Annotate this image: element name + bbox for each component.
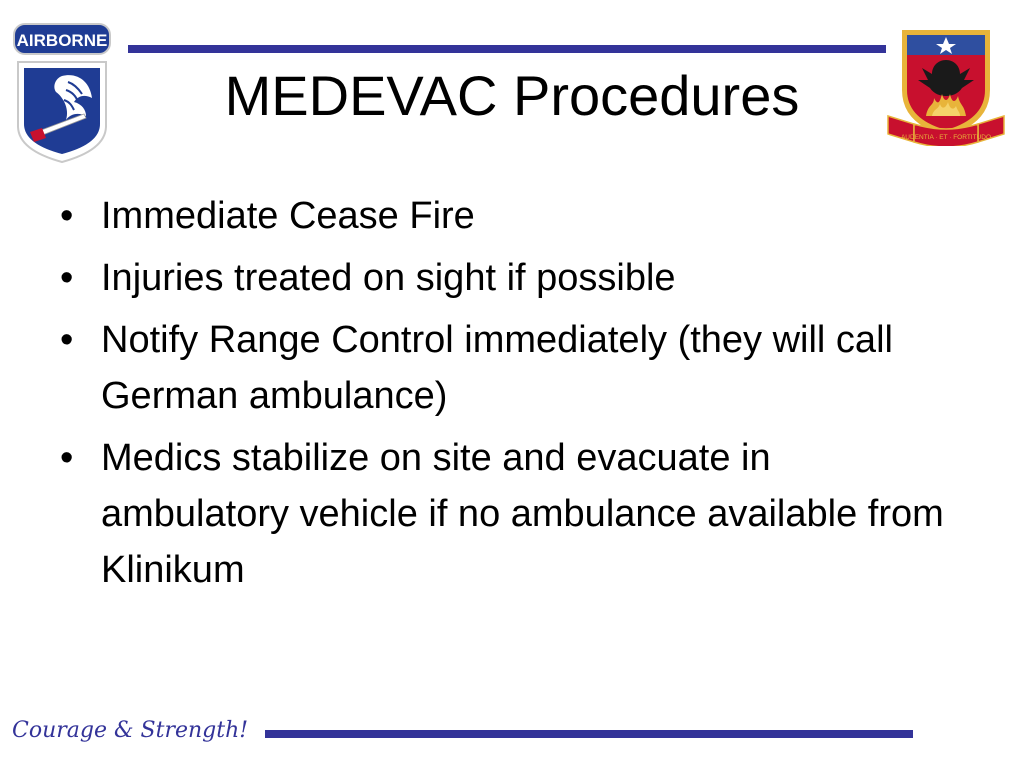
bullet-list: [60, 188, 960, 604]
bullet-item: [60, 430, 960, 598]
bullet-text: Medics stabilize on site and evacuate in ambulatory vehicle if no ambulance available from Klinikum: [101, 437, 944, 591]
bullet-item: [60, 250, 960, 306]
bullet-dot: •: [60, 437, 74, 479]
bullet-text: Injuries treated on sight if possible: [101, 257, 676, 299]
bullet-dot: •: [60, 257, 74, 299]
footer-rule: [265, 730, 913, 738]
bullet-text: Notify Range Control immediately (they will call German ambulance): [101, 319, 893, 417]
bullet-dot: •: [60, 319, 74, 361]
title-rule: [128, 45, 886, 53]
bullet-item: [60, 312, 960, 424]
bullet-dot: •: [60, 195, 74, 237]
bullet-item: [60, 188, 960, 244]
slide-title: MEDEVAC Procedures: [224, 64, 800, 127]
footer-motto: Courage & Strength!: [12, 718, 249, 743]
bullet-text: Immediate Cease Fire: [101, 195, 475, 237]
svg-text:AUDENTIA · ET · FORTITUDO: AUDENTIA · ET · FORTITUDO: [900, 134, 992, 141]
svg-text:AIRBORNE: AIRBORNE: [16, 31, 108, 50]
